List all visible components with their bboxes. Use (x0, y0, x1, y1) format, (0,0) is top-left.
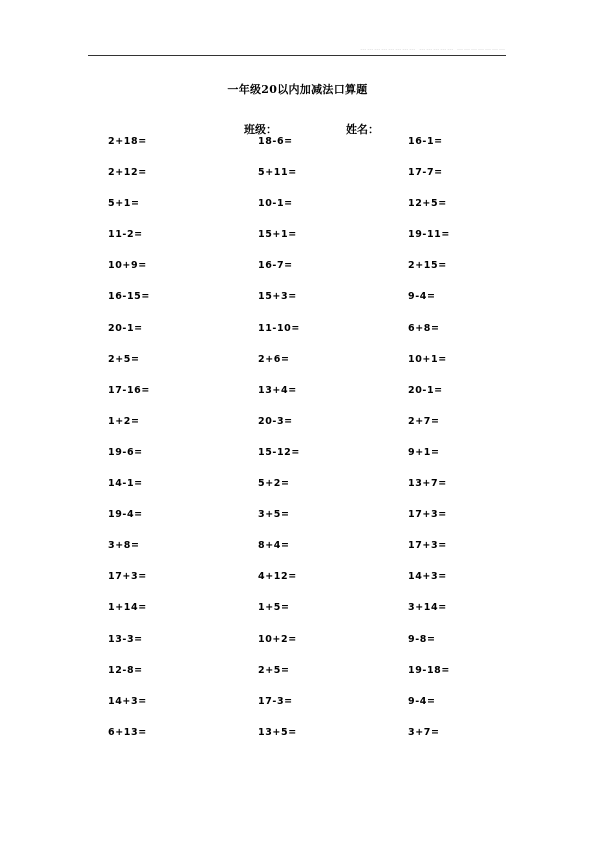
arithmetic-problem: 1+2= (108, 415, 140, 427)
arithmetic-problem: 9-8= (408, 633, 436, 645)
header-rule (88, 55, 506, 56)
arithmetic-problem: 13+5= (258, 726, 297, 738)
arithmetic-problem: 15+1= (258, 229, 297, 241)
arithmetic-problem: 13+4= (258, 384, 297, 396)
problem-row (0, 165, 595, 196)
problem-row (0, 321, 595, 352)
problem-row (0, 569, 595, 600)
arithmetic-problem: 19-11= (408, 229, 450, 241)
problem-row (0, 352, 595, 383)
problem-grid (0, 134, 595, 756)
arithmetic-problem: 17-7= (408, 167, 443, 179)
header-faint-text: …………………… …………… ………………… (360, 45, 506, 52)
arithmetic-problem: 20-1= (108, 322, 143, 334)
problem-row (0, 414, 595, 445)
arithmetic-problem: 11-2= (108, 229, 143, 241)
arithmetic-problem: 20-1= (408, 384, 443, 396)
problem-row (0, 227, 595, 258)
arithmetic-problem: 2+12= (108, 167, 147, 179)
problem-row (0, 445, 595, 476)
arithmetic-problem: 9+1= (408, 446, 440, 458)
arithmetic-problem: 16-1= (408, 136, 443, 147)
arithmetic-problem: 16-15= (108, 291, 150, 303)
arithmetic-problem: 3+5= (258, 509, 290, 521)
arithmetic-problem: 18-6= (258, 136, 293, 147)
arithmetic-problem: 20-3= (258, 415, 293, 427)
name-label: 姓名： (346, 123, 379, 136)
arithmetic-problem: 17-16= (108, 384, 150, 396)
arithmetic-problem: 13+7= (408, 478, 447, 490)
arithmetic-problem: 15+3= (258, 291, 297, 303)
arithmetic-problem: 5+2= (258, 478, 290, 490)
arithmetic-problem: 9-4= (408, 695, 436, 707)
page-title: 一年级20以内加减法口算题 (227, 83, 368, 96)
arithmetic-problem: 3+14= (408, 602, 447, 614)
arithmetic-problem: 13-3= (108, 633, 143, 645)
arithmetic-problem: 2+15= (408, 260, 447, 272)
problem-row (0, 196, 595, 227)
class-label: 班级： (244, 123, 277, 136)
problem-row (0, 600, 595, 631)
arithmetic-problem: 6+8= (408, 322, 440, 334)
arithmetic-problem: 10+1= (408, 353, 447, 365)
problem-row (0, 258, 595, 289)
arithmetic-problem: 14-1= (108, 478, 143, 490)
arithmetic-problem: 6+13= (108, 726, 147, 738)
arithmetic-problem: 11-10= (258, 322, 300, 334)
arithmetic-problem: 10+9= (108, 260, 147, 272)
arithmetic-problem: 9-4= (408, 291, 436, 303)
arithmetic-problem: 15-12= (258, 446, 300, 458)
problem-row (0, 694, 595, 725)
problem-row (0, 632, 595, 663)
arithmetic-problem: 3+7= (408, 726, 440, 738)
arithmetic-problem: 2+6= (258, 353, 290, 365)
arithmetic-problem: 19-18= (408, 664, 450, 676)
problem-row (0, 383, 595, 414)
arithmetic-problem: 5+1= (108, 198, 140, 210)
problem-row (0, 538, 595, 569)
arithmetic-problem: 12+5= (408, 198, 447, 210)
arithmetic-problem: 14+3= (108, 695, 147, 707)
arithmetic-problem: 14+3= (408, 571, 447, 583)
problem-row (0, 476, 595, 507)
arithmetic-problem: 10+2= (258, 633, 297, 645)
arithmetic-problem: 19-4= (108, 509, 143, 521)
problem-row (0, 289, 595, 320)
arithmetic-problem: 2+5= (108, 353, 140, 365)
arithmetic-problem: 16-7= (258, 260, 293, 272)
arithmetic-problem: 2+18= (108, 136, 147, 147)
problem-row (0, 507, 595, 538)
problem-row (0, 134, 595, 165)
arithmetic-problem: 5+11= (258, 167, 297, 179)
arithmetic-problem: 8+4= (258, 540, 290, 552)
arithmetic-problem: 10-1= (258, 198, 293, 210)
arithmetic-problem: 17+3= (108, 571, 147, 583)
arithmetic-problem: 17+3= (408, 509, 447, 521)
arithmetic-problem: 17+3= (408, 540, 447, 552)
problem-row (0, 725, 595, 756)
arithmetic-problem: 1+5= (258, 602, 290, 614)
arithmetic-problem: 2+7= (408, 415, 440, 427)
arithmetic-problem: 19-6= (108, 446, 143, 458)
arithmetic-problem: 17-3= (258, 695, 293, 707)
arithmetic-problem: 12-8= (108, 664, 143, 676)
problem-row (0, 663, 595, 694)
arithmetic-problem: 4+12= (258, 571, 297, 583)
arithmetic-problem: 2+5= (258, 664, 290, 676)
arithmetic-problem: 1+14= (108, 602, 147, 614)
arithmetic-problem: 3+8= (108, 540, 140, 552)
